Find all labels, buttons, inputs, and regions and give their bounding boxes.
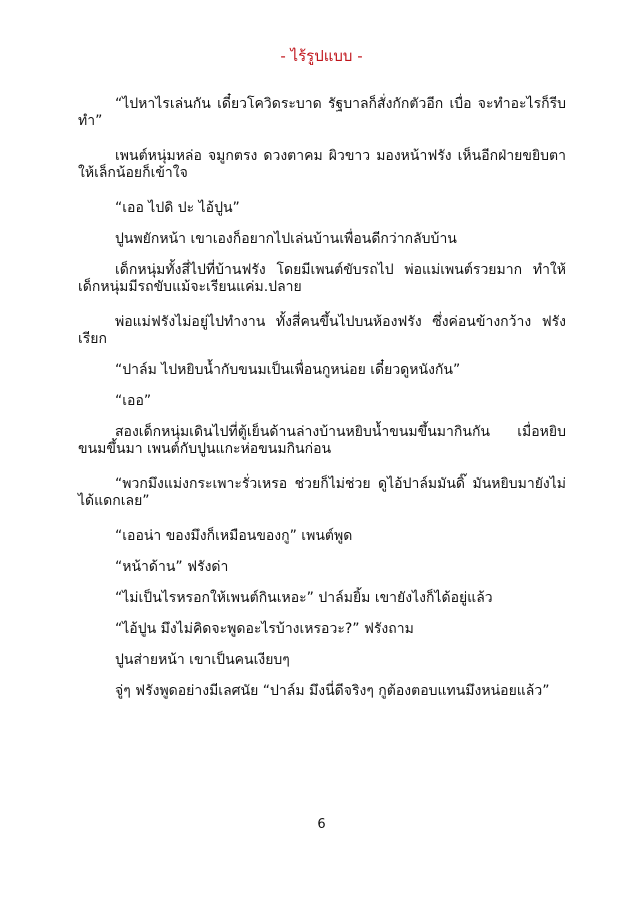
- paragraph: พ่อแม่ฟรังไม่อยู่ไปทำงาน ทั้งสี่คนขึ้นไปบนห้องฟรัง ซึ่งค่อนข้างกว้าง ฟรังเรียก: [78, 314, 566, 347]
- paragraph: “เออ ไปดิ ปะ ไอ้ปูน”: [115, 200, 240, 216]
- paragraph: เด็กหนุ่มทั้งสี่ไปที่บ้านฟรัง โดยมีเพนต์ขับรถไป พ่อแม่เพนต์รวยมาก ทำให้เด็กหนุ่มมีรถขับแม้จะเรียนแค่ม.ปลาย: [78, 262, 566, 295]
- paragraph: จู่ๆ ฟรังพูดอย่างมีเลศนัย “ปาล์ม มึงนี่ดีจริงๆ กูต้องตอบแทนมึงหน่อยแล้ว”: [115, 683, 550, 699]
- page-number: 6: [317, 817, 326, 832]
- paragraph: “ไอ้ปูน มึงไม่คิดจะพูดอะไรบ้างเหรอวะ?” ฟรังถาม: [115, 621, 414, 637]
- paragraph: “ไปหาไรเล่นกัน เดี๋ยวโควิดระบาด รัฐบาลก็สั่งกักตัวอีก เบื่อ จะทำอะไรก็รีบทำ”: [78, 96, 566, 129]
- paragraph: “หน้าด้าน” ฟรังด่า: [115, 559, 229, 575]
- paragraph: ปูนส่ายหน้า เขาเป็นคนเงียบๆ: [115, 652, 290, 668]
- paragraph: “ปาล์ม ไปหยิบน้ำกับขนมเป็นเพื่อนกูหน่อย เดี๋ยวดูหนังกัน”: [115, 362, 461, 378]
- paragraph: ปูนพยักหน้า เขาเองก็อยากไปเล่นบ้านเพื่อนดีกว่ากลับบ้าน: [115, 231, 457, 247]
- page-header-title: - ไร้รูปแบบ -: [280, 47, 363, 65]
- paragraph: “พวกมึงแม่งกระเพาะรั่วเหรอ ช่วยก็ไม่ช่วย ดูไอ้ปาล์มมันดิ๊ มันหยิบมายังไม่ได้แดกเลย”: [78, 476, 566, 509]
- paragraph: “เออน่า ของมึงก็เหมือนของกู” เพนต์พูด: [115, 528, 353, 544]
- paragraph: “ไม่เป็นไรหรอกให้เพนต์กินเหอะ” ปาล์มยิ้ม เขายังไงก็ได้อยู่แล้ว: [115, 590, 493, 606]
- paragraph: เพนต์หนุ่มหล่อ จมูกตรง ดวงตาคม ผิวขาว มองหน้าฟรัง เห็นอีกฝ่ายขยิบตาให้เล็กน้อยก็เข้าใจ: [78, 148, 566, 181]
- paragraph: “เออ”: [115, 393, 152, 409]
- paragraph: สองเด็กหนุ่มเดินไปที่ตู้เย็นด้านล่างบ้านหยิบน้ำขนมขึ้นมากินกัน เมื่อหยิบขนมขึ้นมา เพนต์กับปูนแกะห่อขนมกินก่อน: [78, 424, 566, 457]
- story-body: [78, 96, 566, 714]
